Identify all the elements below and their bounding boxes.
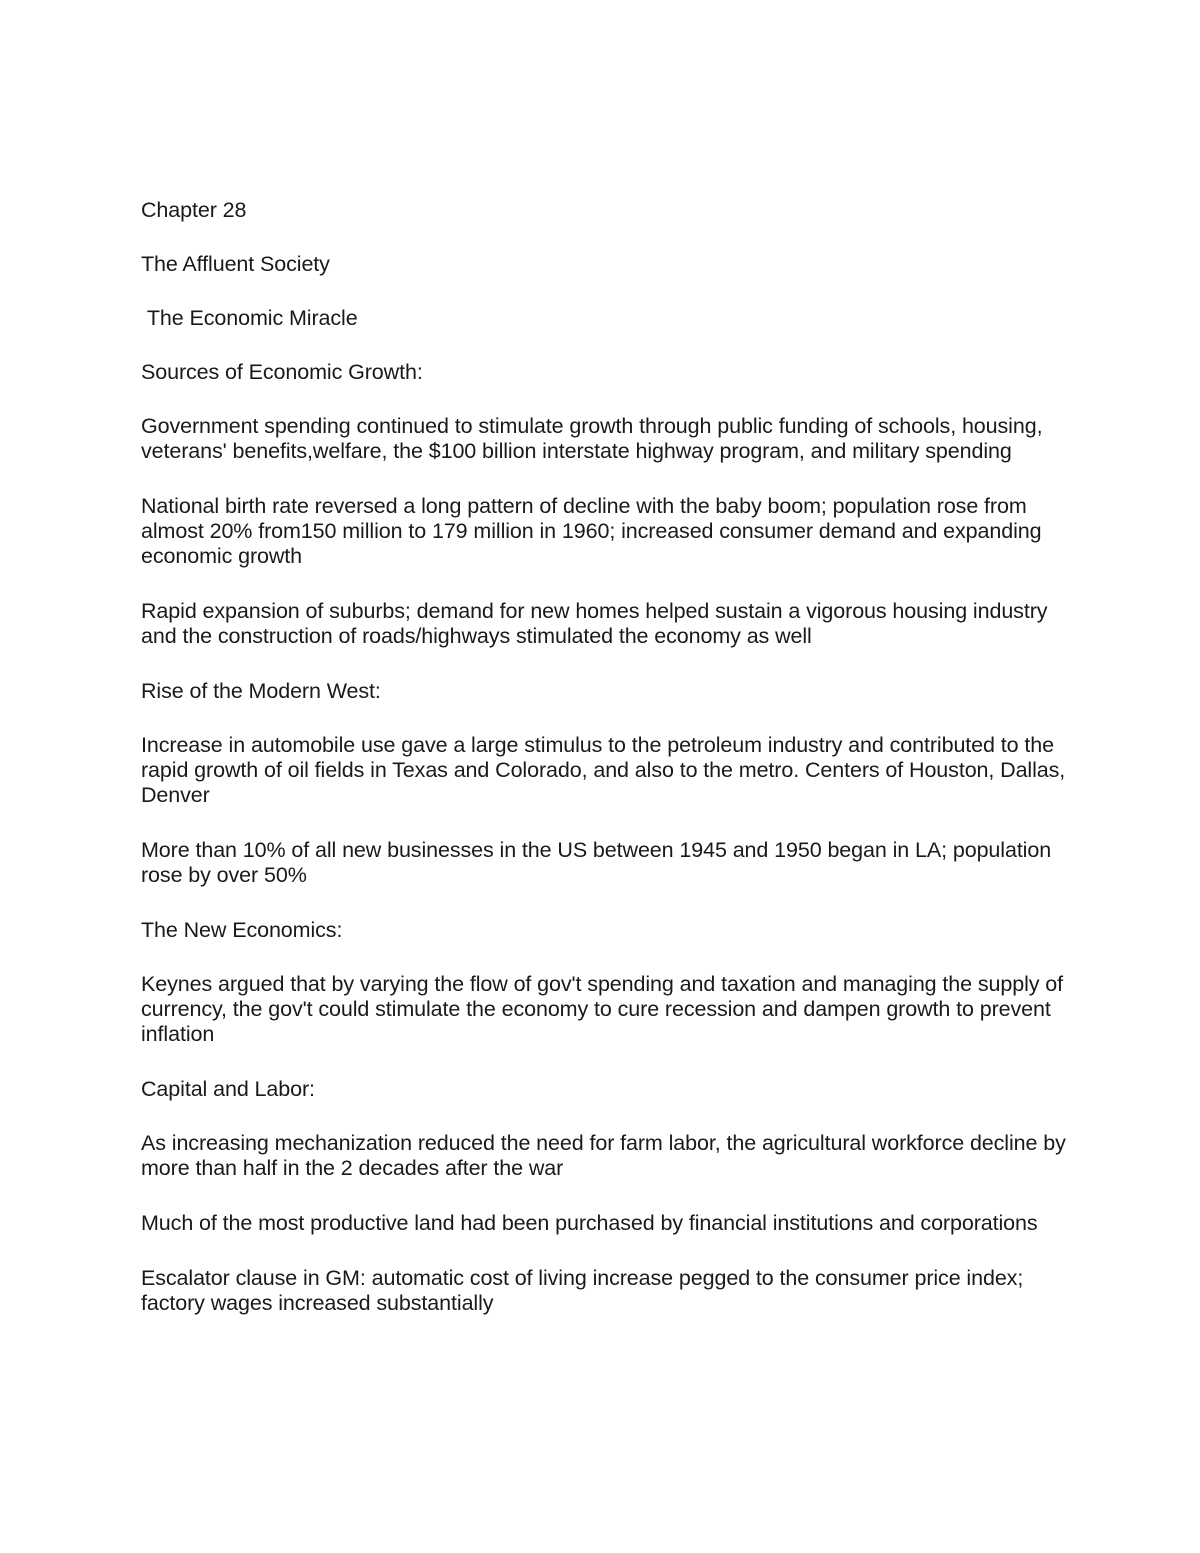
paragraph-keynes: Keynes argued that by varying the flow of gov't spending and taxation and managing the supply of currency, the gov't could stimulate the economy to cure recession and dampen growth to prevent inflation	[141, 972, 1069, 1046]
section-heading-new-economics: The New Economics:	[141, 918, 343, 942]
chapter-number: Chapter 28	[141, 198, 247, 222]
section-heading-modern-west: Rise of the Modern West:	[141, 679, 381, 703]
section-heading-sources-of-growth: Sources of Economic Growth:	[141, 360, 423, 384]
chapter-title: The Affluent Society	[141, 252, 330, 276]
document-body	[141, 198, 1081, 1346]
paragraph-birth-rate: National birth rate reversed a long pattern of decline with the baby boom; population rose from almost 20% from150 million to 179 million in 1960; increased consumer demand and expanding economic growth	[141, 494, 1048, 568]
paragraph-new-businesses-la: More than 10% of all new businesses in the US between 1945 and 1950 began in LA; population rose by over 50%	[141, 838, 1057, 887]
chapter-subtitle: The Economic Miracle	[141, 306, 358, 330]
paragraph-suburbs: Rapid expansion of suburbs; demand for new homes helped sustain a vigorous housing industry and the construction of roads/highways stimulated the economy as well	[141, 599, 1054, 648]
paragraph-automobile-use: Increase in automobile use gave a large stimulus to the petroleum industry and contributed to the rapid growth of oil fields in Texas and Colorado, and also to the metro. Centers of Houston, Dallas, Denver	[141, 733, 1072, 807]
section-heading-capital-and-labor: Capital and Labor:	[141, 1077, 315, 1101]
paragraph-escalator-clause: Escalator clause in GM: automatic cost of living increase pegged to the consumer price index; factory wages increased substantially	[141, 1266, 1030, 1315]
paragraph-productive-land: Much of the most productive land had been purchased by financial institutions and corporations	[141, 1211, 1038, 1235]
paragraph-government-spending: Government spending continued to stimulate growth through public funding of schools, housing, veterans' benefits,welfare, the $100 billion interstate highway program, and military spending	[141, 414, 1049, 463]
paragraph-mechanization: As increasing mechanization reduced the need for farm labor, the agricultural workforce decline by more than half in the 2 decades after the war	[141, 1131, 1072, 1180]
